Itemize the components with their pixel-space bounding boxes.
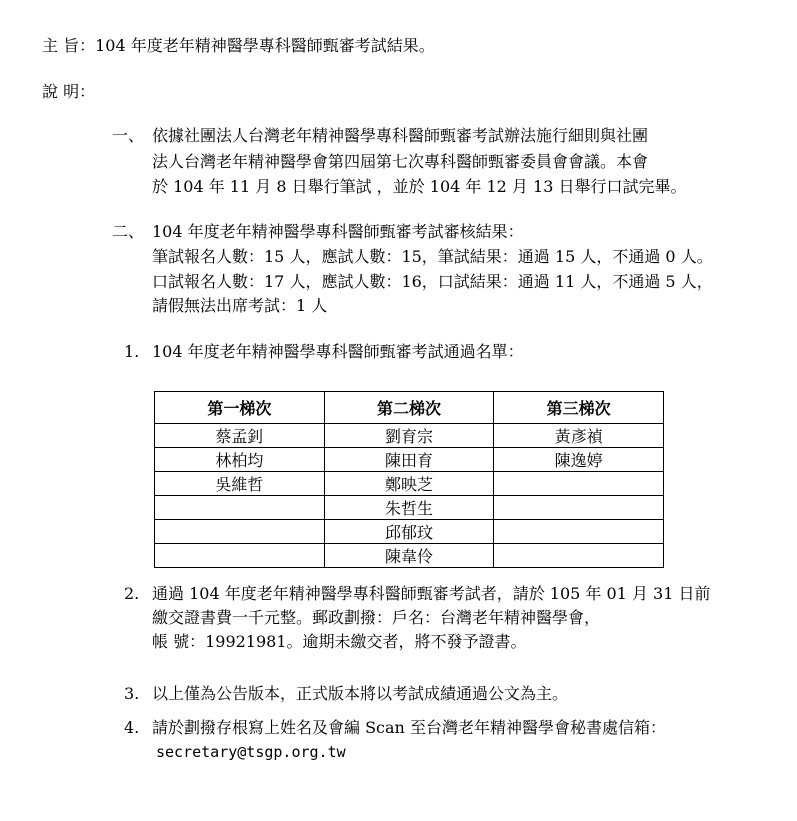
sub4-text: 請於劃撥存根寫上姓名及會編 Scan 至台灣老年精神醫學會秘書處信箱： (152, 718, 666, 737)
header-round-2: 第二梯次 (324, 392, 494, 424)
table-row (155, 496, 664, 520)
table-cell (155, 520, 325, 544)
table-row (155, 520, 664, 544)
table-cell: 鄭映芝 (324, 472, 494, 496)
sub4-email: secretary@tsgp.org.tw (156, 743, 346, 761)
table-cell: 劉育宗 (324, 424, 494, 448)
table-cell: 邱郁玟 (324, 520, 494, 544)
sub2-line-1: 通過 104 年度老年精神醫學專科醫師甄審考試者，請於 105 年 01 月 31 日前 (152, 584, 711, 603)
table-cell (155, 544, 325, 568)
table-cell (155, 496, 325, 520)
table-cell (494, 472, 664, 496)
table-cell: 黃彥禎 (494, 424, 664, 448)
sub3-text: 以上僅為公告版本，正式版本將以考試成績通過公文為主。 (152, 684, 569, 703)
table-cell: 吳維哲 (155, 472, 325, 496)
table-cell: 蔡孟釗 (155, 424, 325, 448)
item2-marker: 二、 (112, 222, 145, 241)
sub1-text: 104 年度老年精神醫學專科醫師甄審考試通過名單： (152, 342, 524, 361)
subject-line: 主 旨：104 年度老年精神醫學專科醫師甄審考試結果。 (42, 36, 435, 55)
sub2-line-3: 帳 號：19921981。逾期未繳交者，將不發予證書。 (152, 632, 527, 651)
table-cell: 林柏均 (155, 448, 325, 472)
sub2-number: 2. (124, 584, 140, 603)
item2-line-1: 104 年度老年精神醫學專科醫師甄審考試審核結果： (152, 222, 524, 241)
table-cell: 陳田育 (324, 448, 494, 472)
sub2-line-2: 繳交證書費一千元整。郵政劃撥：戶名：台灣老年精神醫學會， (152, 608, 601, 627)
table-row (155, 424, 664, 448)
item1-line-3: 於 104 年 11 月 8 日舉行筆試 ，並於 104 年 12 月 13 日舉行口試完畢。 (152, 177, 687, 196)
item2-line-4: 請假無法出席考試：1 人 (152, 296, 328, 315)
table-cell (494, 496, 664, 520)
item1-line-2: 法人台灣老年精神醫學會第四屆第七次專科醫師甄審委員會會議。本會 (152, 152, 649, 171)
header-round-3: 第三梯次 (494, 392, 664, 424)
sub1-number: 1. (124, 342, 140, 361)
header-round-1: 第一梯次 (155, 392, 325, 424)
table-cell (494, 520, 664, 544)
table-row (155, 448, 664, 472)
table-cell: 朱哲生 (324, 496, 494, 520)
item2-line-2: 筆試報名人數：15 人，應試人數：15，筆試結果：通過 15 人，不通過 0 人。 (152, 247, 713, 266)
item2-line-3: 口試報名人數：17 人，應試人數：16，口試結果：通過 11 人，不通過 5 人， (152, 272, 713, 291)
pass-list-table (154, 391, 664, 568)
explain-label: 說 明： (42, 82, 96, 101)
sub3-number: 3. (124, 684, 140, 703)
table-cell: 陳韋伶 (324, 544, 494, 568)
table-header-row (155, 392, 664, 424)
table-cell: 陳逸婷 (494, 448, 664, 472)
item1-line-1: 依據社團法人台灣老年精神醫學專科醫師甄審考試辦法施行細則與社團 (152, 126, 649, 145)
sub4-number: 4. (124, 718, 140, 737)
table-row (155, 544, 664, 568)
item1-marker: 一、 (112, 126, 145, 145)
table-cell (494, 544, 664, 568)
table-row (155, 472, 664, 496)
